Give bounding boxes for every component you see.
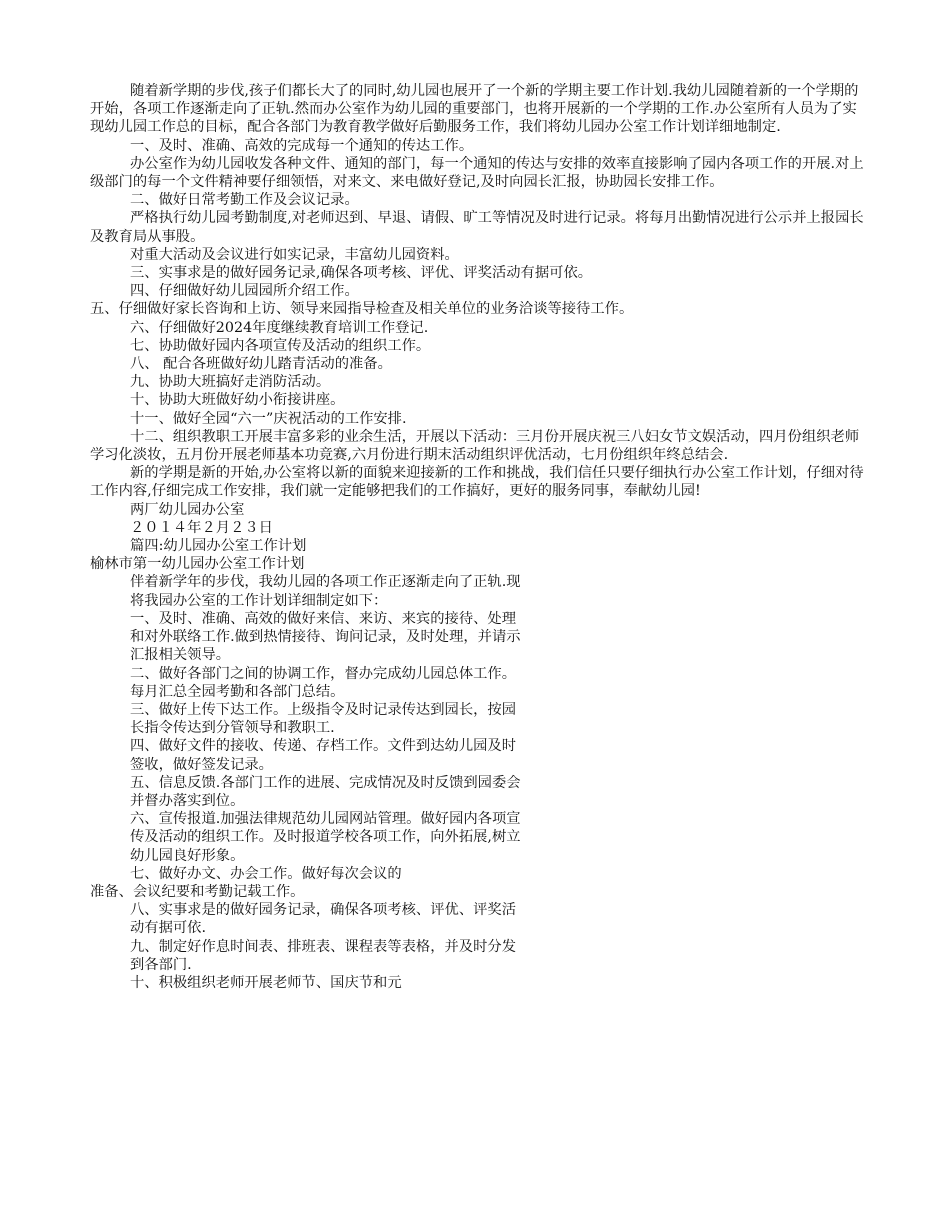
paragraph-item-12: 十二、组织教职工开展丰富多彩的业余生活，开展以下活动：三月份开展庆祝三八妇女节文娱活动，四月份组织老师学习化淡妆，五月份开展老师基本功竞赛,六月份进行期末活动组织评优活动，七月份组织年终总结会.	[90, 428, 860, 464]
signature-date: ２０１４年２月２３日	[130, 519, 273, 536]
signature-office: 两厂幼儿园办公室	[130, 501, 245, 518]
heading-item-8: 八、 配合各班做好幼儿踏青活动的准备。	[130, 356, 392, 373]
paragraph-plan-2: 二、做好各部门之间的协调工作，督办完成幼儿园总体工作。每月汇总全园考勤和各部门总结。	[130, 665, 517, 700]
heading-item-9: 九、协助大班搞好走消防活动。	[130, 374, 331, 391]
heading-item-3: 三、实事求是的做好园务记录,确保各项考核、评优、评奖活动有据可依。	[130, 265, 593, 282]
paragraph-plan-1: 一、及时、准确、高效的做好来信、来访、来宾的接待、处理和对外联络工作.做到热情接待、询问记录，及时处理，并请示汇报相关领导。	[130, 610, 521, 664]
heading-item-4: 四、仔细做好幼儿园园所介绍工作。	[130, 283, 359, 300]
paragraph-closing: 新的学期是新的开始,办公室将以新的面貌来迎接新的工作和挑战，我们信任只要仔细执行办公室工作计划，仔细对待工作内容,仔细完成工作安排，我们就一定能够把我们的工作搞好，更好的服务同事，奉献幼儿园!	[90, 465, 864, 500]
document-title: 榆林市第一幼儿园办公室工作计划	[90, 556, 305, 573]
paragraph-plan-10: 十、积极组织老师开展老师节、国庆节和元	[130, 974, 402, 991]
paragraph-item-2: 严格执行幼儿园考勤制度,对老师迟到、早退、请假、旷工等情况及时进行记录。将每月出勤情况进行公示并上报园长及教育局从事股。	[90, 210, 864, 245]
document-page	[90, 82, 870, 992]
paragraph-plan-3: 三、做好上传下达工作。上级指令及时记录传达到园长，按园长指令传达到分管领导和教职工.	[130, 701, 517, 737]
paragraph-plan-7-cont: 准备、会议纪要和考勤记载工作。	[90, 883, 305, 900]
paragraph-item-1: 办公室作为幼儿园收发各种文件、通知的部门，每一个通知的传达与安排的效率直接影响了园内各项工作的开展.对上级部门的每一个文件精神要仔细领悟，对来文、来电做好登记,及时向园长汇报，协助园长安排工作。	[90, 155, 864, 191]
paragraph-plan-5: 五、信息反馈.各部门工作的进展、完成情况及时反馈到园委会并督办落实到位。	[130, 774, 521, 809]
heading-item-6: 六、仔细做好2024年度继续教育培训工作登记.	[130, 319, 429, 336]
heading-item-5: 五、仔细做好家长咨询和上访、领导来园指导检查及相关单位的业务洽谈等接待工作。	[90, 301, 634, 318]
section-title: 篇四:幼儿园办公室工作计划	[130, 538, 307, 555]
heading-item-7: 七、协助做好园内各项宣传及活动的组织工作。	[130, 337, 431, 354]
paragraph-plan-8: 八、实事求是的做好园务记录，确保各项考核、评优、评奖活动有据可依.	[130, 902, 517, 937]
heading-item-10: 十、协助大班做好幼小衔接讲座。	[130, 392, 345, 409]
heading-item-11: 十一、做好全园“六一”庆祝活动的工作安排.	[130, 410, 407, 427]
paragraph-plan-7: 七、做好办文、办会工作。做好每次会议的	[130, 865, 402, 882]
paragraph-intro-2: 伴着新学年的步伐，我幼儿园的各项工作正逐渐走向了正轨.现将我园办公室的工作计划详细制定如下：	[130, 574, 521, 609]
paragraph-item-2b: 对重大活动及会议进行如实记录，丰富幼儿园资料。	[130, 246, 459, 263]
paragraph-plan-6: 六、宣传报道.加强法律规范幼儿园网站管理。做好园内各项宣传及活动的组织工作。及时报道学校各项工作，向外拓展,树立幼儿园良好形象。	[130, 811, 521, 864]
paragraph-intro: 随着新学期的步伐,孩子们都长大了的同时,幼儿园也展开了一个新的学期主要工作计划.我幼儿园随着新的一个学期的开始，各项工作逐渐走向了正轨.然而办公室作为幼儿园的重要部门，也将开展新的一个学期的工作.办公室所有人员为了实现幼儿园工作总的目标，配合各部门为教育教学做好后勤服务工作，我们将幼儿园办公室工作计划详细地制定.	[90, 83, 859, 136]
paragraph-plan-9: 九、制定好作息时间表、排班表、课程表等表格，并及时分发到各部门.	[130, 938, 517, 973]
heading-item-2: 二、做好日常考勤工作及会议记录。	[130, 192, 359, 209]
heading-item-1: 一、及时、准确、高效的完成每一个通知的传达工作。	[130, 137, 474, 154]
paragraph-plan-4: 四、做好文件的接收、传递、存档工作。文件到达幼儿园及时签收，做好签发记录。	[130, 738, 517, 773]
